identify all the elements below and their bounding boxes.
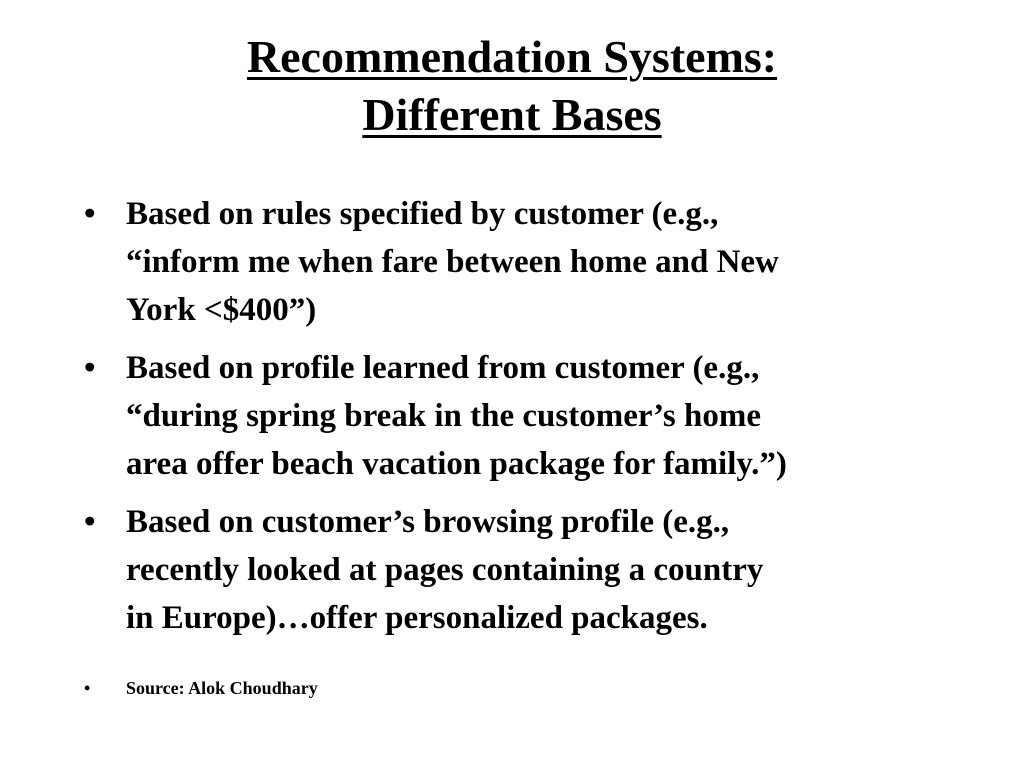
bullet-item-profile [84, 344, 944, 488]
bullet-line: in Europe)…offer personalized packages. [126, 600, 708, 636]
bullet-line: area offer beach vacation package for family.”) [126, 446, 787, 482]
title-line-2: Different Bases [362, 89, 662, 140]
bullet-line: recently looked at pages containing a country [126, 552, 764, 588]
bullet-item-browsing [84, 498, 944, 642]
slide-title [0, 28, 1024, 144]
source-note [84, 676, 826, 700]
bullet-dot-icon: • [84, 196, 96, 232]
bullet-dot-icon: • [84, 504, 96, 540]
bullet-dot-icon: • [84, 678, 91, 698]
bullet-line: Based on profile learned from customer (e.g., [126, 350, 760, 386]
source-text: Source: Alok Choudhary [126, 678, 318, 698]
bullet-line: Based on customer’s browsing profile (e.g., [126, 504, 730, 540]
bullet-item-rules [84, 190, 944, 334]
bullet-line: Based on rules specified by customer (e.g., [126, 196, 719, 232]
bullet-list [84, 190, 944, 652]
title-line-1: Recommendation Systems: [246, 31, 778, 82]
bullet-line: “inform me when fare between home and New [126, 244, 779, 280]
bullet-line: York <$400”) [126, 292, 317, 328]
bullet-dot-icon: • [84, 350, 96, 386]
bullet-line: “during spring break in the customer’s home [126, 398, 761, 434]
